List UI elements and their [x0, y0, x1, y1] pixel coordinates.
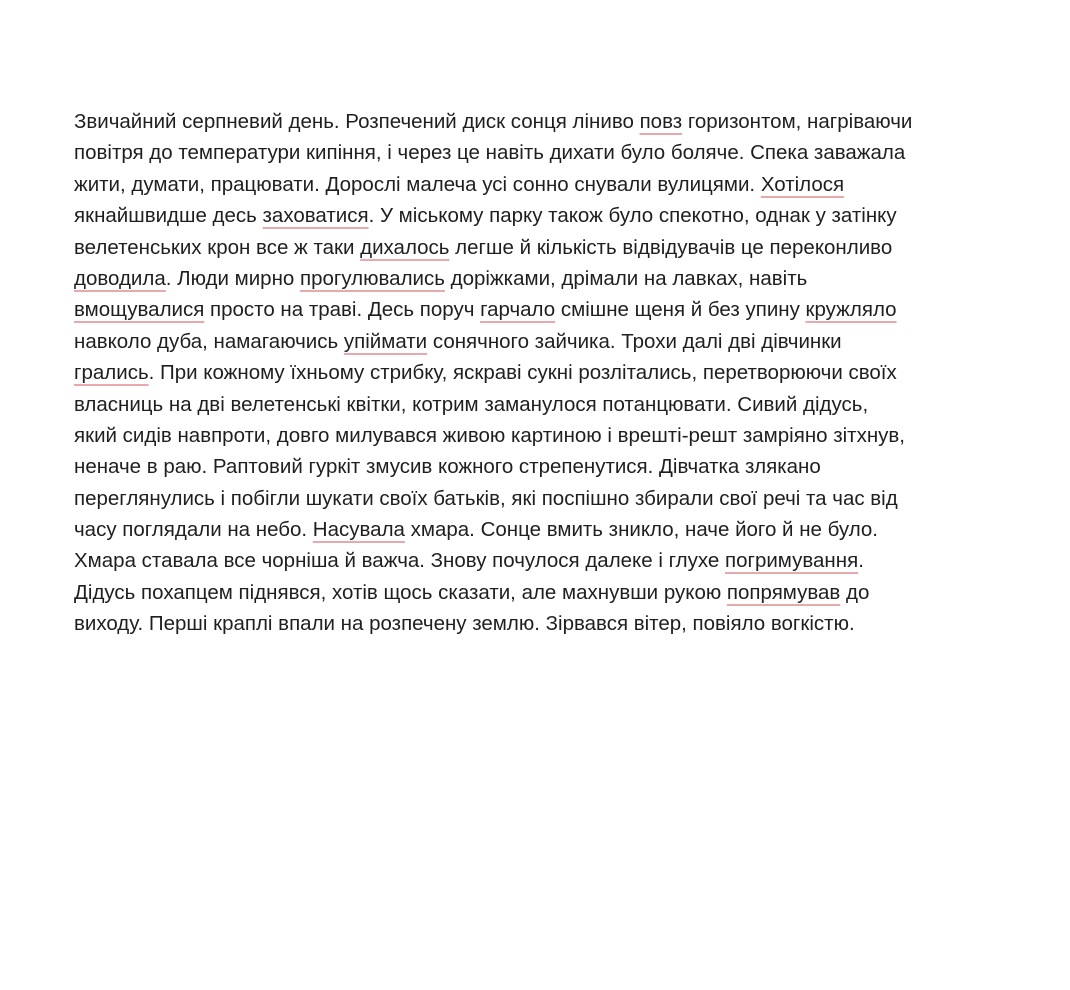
text-segment: . У міському парку також було спекотно, однак у затінку: [368, 204, 897, 228]
text-segment: просто на траві. Десь поруч: [204, 298, 481, 322]
text-segment: до: [840, 580, 870, 604]
text-line: [74, 420, 1064, 451]
spellcheck-flagged-word[interactable]: Насувала: [312, 518, 405, 542]
text-segment: власниць на дві велетенські квітки, котрим заманулося потанцювати. Сивий дідусь,: [74, 392, 869, 416]
text-segment: велетенських крон все ж таки: [74, 235, 361, 259]
text-line: [74, 608, 1064, 639]
text-segment: неначе в раю. Раптовий гуркіт змусив кожного стрепенутися. Дівчатка злякано: [74, 455, 821, 479]
spellcheck-flagged-word[interactable]: попрямував: [726, 580, 841, 604]
text-segment: який сидів навпроти, довго милувався живою картиною і врешті-решт замріяно зітхнув,: [74, 423, 905, 447]
text-segment: виходу. Перші краплі впали на розпечену землю. Зірвався вітер, повіяло вогкістю.: [74, 612, 855, 636]
spellcheck-flagged-word[interactable]: вмощувалися: [74, 298, 205, 322]
spellcheck-flagged-word[interactable]: упіймати: [343, 329, 428, 353]
text-segment: повітря до температури кипіння, і через це навіть дихати було боляче. Спека заважала: [74, 141, 906, 165]
text-line: [74, 545, 1064, 576]
text-line: [74, 451, 1064, 482]
text-segment: . Люди мирно: [165, 266, 300, 290]
text-segment: якнайшвидше десь: [74, 204, 263, 228]
text-line: [74, 106, 1064, 137]
text-segment: Звичайний серпневий день. Розпечений диск сонця ліниво: [74, 110, 640, 133]
text-line: [74, 389, 1064, 420]
spellcheck-flagged-word[interactable]: повз: [639, 110, 683, 133]
text-line: [74, 200, 1064, 231]
text-line: [74, 577, 1064, 608]
spellcheck-flagged-word[interactable]: прогулювались: [300, 266, 445, 290]
text-segment: жити, думати, працювати. Дорослі малеча усі сонно снували вулицями.: [74, 172, 761, 196]
spellcheck-flagged-word[interactable]: кружляло: [805, 298, 897, 322]
text-line: [74, 357, 1064, 388]
document-body-text[interactable]: [74, 106, 1064, 640]
text-line: [74, 232, 1064, 263]
text-segment: переглянулись і побігли шукати своїх батьків, які поспішно збирали свої речі та час від: [74, 486, 898, 510]
text-segment: легше й кількість відвідувачів це переконливо: [449, 235, 893, 259]
text-segment: смішне щеня й без упину: [555, 298, 806, 322]
spellcheck-flagged-word[interactable]: гарчало: [480, 298, 556, 322]
text-line: [74, 326, 1064, 357]
text-line: [74, 483, 1064, 514]
spellcheck-flagged-word[interactable]: погримування: [724, 549, 859, 573]
text-line: [74, 169, 1064, 200]
spellcheck-flagged-word[interactable]: дихалось: [360, 235, 450, 259]
text-segment: Дідусь похапцем піднявся, хотів щось сказати, але махнувши рукою: [74, 580, 727, 604]
text-line: [74, 294, 1064, 325]
text-segment: часу поглядали на небо.: [74, 518, 313, 542]
spellcheck-flagged-word[interactable]: заховатися: [262, 204, 369, 228]
text-segment: сонячного зайчика. Трохи далі дві дівчинки: [427, 329, 842, 353]
text-segment: навколо дуба, намагаючись: [74, 329, 344, 353]
text-segment: .: [858, 549, 864, 573]
text-segment: Хмара ставала все чорніша й важча. Знову почулося далеке і глухе: [74, 549, 725, 573]
text-segment: хмара. Сонце вмить зникло, наче його й не було.: [404, 518, 878, 542]
text-segment: доріжками, дрімали на лавках, навіть: [444, 266, 808, 290]
text-segment: горизонтом, нагріваючи: [682, 110, 913, 133]
spellcheck-flagged-word[interactable]: доводила: [74, 266, 166, 290]
text-line: [74, 514, 1064, 545]
spellcheck-flagged-word[interactable]: грались: [74, 361, 149, 385]
text-line: [74, 263, 1064, 294]
text-line: [74, 137, 1064, 168]
spellcheck-flagged-word[interactable]: Хотілося: [760, 172, 845, 196]
text-segment: . При кожному їхньому стрибку, яскраві сукні розлітались, перетворюючи своїх: [148, 361, 897, 385]
